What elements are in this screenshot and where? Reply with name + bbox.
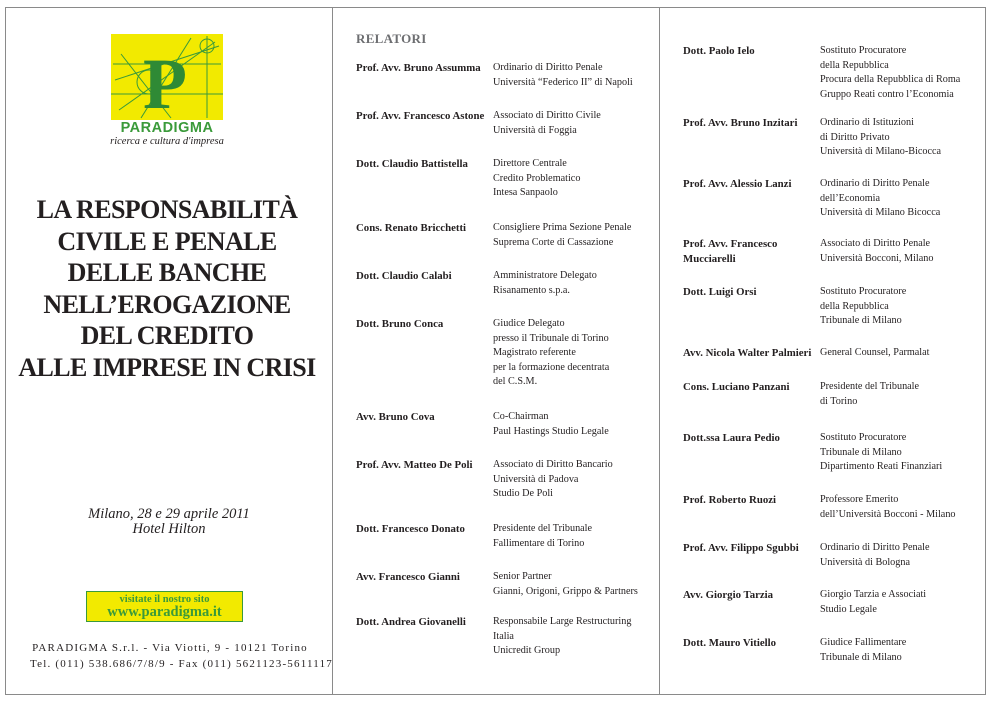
speaker-name-line: Dott. Bruno Conca: [356, 318, 444, 330]
speaker-name: [356, 615, 466, 630]
speaker-role-line: Professore Emerito: [820, 494, 899, 505]
speaker-role-line: General Counsel, Parmalat: [820, 347, 930, 358]
speaker-role: [493, 458, 613, 502]
speaker-role-line: Università di Milano-Bicocca: [820, 146, 942, 157]
speaker-name: [683, 285, 756, 300]
speaker-role: [820, 588, 926, 617]
speaker-role: [493, 615, 631, 659]
speaker-name: [683, 44, 755, 59]
brand-name: PARADIGMA: [120, 120, 214, 136]
speaker-role-line: Giudice Delegato: [493, 318, 565, 329]
speaker-role: [820, 380, 919, 409]
speaker-name: [356, 157, 468, 172]
speaker-name: [683, 116, 797, 131]
speaker-role: [493, 570, 638, 599]
speaker-role-line: presso il Tribunale di Torino: [493, 332, 609, 344]
speaker-name: [683, 177, 791, 192]
speakers-heading: RELATORI: [356, 31, 427, 46]
speaker-role-line: Università “Federico II” di Napoli: [493, 76, 633, 88]
speaker-role: [820, 541, 930, 570]
speaker-name: [356, 221, 466, 236]
speaker-name-line: Prof. Avv. Filippo Sgubbi: [683, 542, 799, 554]
speaker-name-line: Dott. Claudio Calabi: [356, 270, 452, 282]
fold-line-right: [659, 7, 660, 695]
paradigma-logo: [111, 34, 223, 120]
speaker-name: [356, 522, 465, 537]
speaker-role-line: di Torino: [820, 395, 858, 407]
speaker-name-line: Prof. Avv. Alessio Lanzi: [683, 178, 792, 190]
speaker-role-line: Associato di Diritto Bancario: [493, 459, 613, 470]
speaker-name-line: Avv. Francesco Gianni: [356, 571, 460, 583]
speaker-name-line: Prof. Roberto Ruozi: [683, 494, 777, 506]
speaker-role-line: Suprema Corte di Cassazione: [493, 236, 614, 248]
company-address: PARADIGMA S.r.l. - Via Viotti, 9 - 10121 Torino: [32, 642, 308, 654]
speaker-role-line: Dipartimento Reati Finanziari: [820, 461, 943, 472]
speaker-role-line: del C.S.M.: [493, 376, 538, 387]
website-invite: visitate il nostro sito: [119, 594, 210, 605]
event-date: Milano, 28 e 29 aprile 2011: [88, 506, 250, 522]
speaker-role: [820, 116, 941, 160]
speaker-name-line: Dott. Francesco Donato: [356, 523, 465, 535]
speaker-role: [493, 410, 609, 439]
speaker-role-line: Università Bocconi, Milano: [820, 252, 934, 264]
speaker-role-line: Università di Milano Bicocca: [820, 207, 941, 218]
speaker-role-line: Magistrato referente: [493, 347, 576, 358]
speaker-role-line: per la formazione decentrata: [493, 361, 610, 373]
speaker-role-line: Giorgio Tarzia e Associati: [820, 589, 927, 600]
speaker-role-line: Sostituto Procuratore: [820, 286, 907, 297]
speaker-role: [493, 157, 580, 201]
speaker-name: [683, 541, 799, 556]
speaker-role-line: Ordinario di Istituzioni: [820, 117, 914, 128]
speaker-role-line: dell’Economia: [820, 192, 880, 204]
speaker-role: [820, 237, 933, 266]
company-phone-fax: Tel. (011) 538.686/7/8/9 - Fax (011) 5621123-5611117: [30, 658, 333, 670]
speaker-role: [493, 317, 609, 390]
speaker-role-line: Presidente del Tribunale: [493, 523, 593, 534]
speaker-name: [356, 410, 435, 425]
event-title-line: CIVILE E PENALE: [57, 226, 277, 256]
speaker-role-line: dell’Università Bocconi - Milano: [820, 508, 956, 520]
speaker-role-line: Ordinario di Diritto Penale: [820, 178, 930, 189]
speaker-role: [820, 493, 956, 522]
speaker-name: [356, 317, 443, 332]
speaker-name-line: Dott.ssa Laura Pedio: [683, 432, 780, 444]
speaker-role-line: Sostituto Procuratore: [820, 45, 907, 56]
speaker-name-line: Prof. Avv. Bruno Assumma: [356, 62, 481, 74]
speaker-role-line: Studio Legale: [820, 603, 877, 615]
speaker-name: [683, 380, 790, 395]
speaker-role: [493, 109, 601, 138]
speaker-role-line: Italia: [493, 630, 514, 642]
speaker-role-line: Unicredit Group: [493, 645, 561, 656]
fold-line-left: [332, 7, 333, 695]
speaker-role-line: Università di Foggia: [493, 124, 577, 136]
speaker-name-line: Avv. Bruno Cova: [356, 411, 435, 423]
speaker-role-line: Ordinario di Diritto Penale: [493, 62, 603, 73]
speaker-name: [683, 346, 811, 361]
speaker-name-line: Dott. Claudio Battistella: [356, 158, 468, 170]
speaker-name-line: Avv. Giorgio Tarzia: [683, 589, 774, 601]
event-title-line: LA RESPONSABILITÀ: [36, 195, 298, 224]
speaker-name-line: Avv. Nicola Walter Palmieri: [683, 347, 812, 359]
speaker-role-line: Tribunale di Milano: [820, 446, 902, 458]
speaker-role-line: Procura della Repubblica di Roma: [820, 74, 961, 85]
speaker-name-line: Prof. Avv. Francesco: [683, 238, 778, 250]
speaker-role-line: Associato di Diritto Civile: [493, 110, 601, 121]
speaker-role-line: Tribunale di Milano: [820, 651, 902, 663]
speaker-name: [356, 61, 481, 76]
website-link[interactable]: [86, 591, 243, 622]
speaker-name-line: Prof. Avv. Bruno Inzitari: [683, 117, 798, 129]
speaker-name: [683, 431, 780, 446]
speaker-role-line: Giudice Fallimentare: [820, 637, 907, 648]
speaker-role-line: Università di Bologna: [820, 556, 910, 568]
event-title-line: ALLE IMPRESE IN CRISI: [18, 352, 316, 382]
speaker-name-line: Cons. Renato Bricchetti: [356, 222, 467, 234]
speaker-name-line: Prof. Avv. Francesco Astone: [356, 110, 485, 122]
speaker-role: [493, 221, 631, 250]
speaker-name-line: Dott. Mauro Vitiello: [683, 637, 777, 649]
speaker-role: [820, 431, 942, 475]
speaker-role: [820, 285, 906, 329]
speaker-role-line: Responsabile Large Restructuring: [493, 616, 632, 627]
event-title-line: DELLE BANCHE: [67, 258, 267, 287]
speaker-name: [356, 269, 452, 284]
event-title-line: DEL CREDITO: [80, 321, 254, 350]
speaker-name-line: Cons. Luciano Panzani: [683, 381, 790, 393]
speaker-role: [820, 346, 929, 361]
speaker-role-line: Associato di Diritto Penale: [820, 238, 931, 249]
speaker-role-line: Senior Partner: [493, 571, 552, 582]
speaker-role: [493, 269, 597, 298]
event-title: [8, 194, 326, 383]
speaker-role-line: Sostituto Procuratore: [820, 432, 907, 443]
speaker-role-line: Gruppo Reati contro l’Economia: [820, 88, 954, 100]
speaker-role-line: della Repubblica: [820, 300, 889, 312]
speaker-role-line: Direttore Centrale: [493, 158, 567, 169]
speaker-name: [683, 636, 776, 651]
speaker-name-line: Dott. Andrea Giovanelli: [356, 616, 466, 628]
speaker-role: [820, 44, 960, 102]
speaker-name-line: Prof. Avv. Matteo De Poli: [356, 459, 473, 471]
speaker-role-line: Amministratore Delegato: [493, 270, 597, 281]
speaker-role-line: Presidente del Tribunale: [820, 381, 920, 392]
speaker-name: [683, 493, 776, 508]
speaker-role-line: Tribunale di Milano: [820, 315, 902, 326]
speaker-role-line: Paul Hastings Studio Legale: [493, 425, 609, 437]
speaker-name: [356, 458, 473, 473]
speaker-role-line: della Repubblica: [820, 59, 889, 71]
speaker-name-line: Dott. Luigi Orsi: [683, 286, 757, 298]
event-title-line: NELL’EROGAZIONE: [43, 289, 291, 319]
speaker-role-line: Credito Problematico: [493, 172, 581, 184]
speaker-name: [683, 237, 777, 266]
speaker-role-line: di Diritto Privato: [820, 131, 890, 143]
speaker-name: [356, 109, 484, 124]
speaker-role-line: Fallimentare di Torino: [493, 537, 585, 549]
speaker-role: [493, 61, 633, 90]
speaker-role-line: Gianni, Origoni, Grippo & Partners: [493, 585, 638, 597]
speaker-role: [820, 177, 940, 221]
speaker-role: [820, 636, 906, 665]
website-url[interactable]: www.paradigma.it: [107, 604, 222, 620]
logo-letter: P: [143, 44, 187, 120]
speaker-name: [683, 588, 773, 603]
speaker-role-line: Intesa Sanpaolo: [493, 187, 558, 198]
event-venue: Hotel Hilton: [132, 521, 206, 537]
speaker-role-line: Università di Padova: [493, 473, 579, 485]
speaker-role-line: Risanamento s.p.a.: [493, 284, 570, 296]
speaker-name: [356, 570, 460, 585]
speaker-name-line: Mucciarelli: [683, 252, 736, 265]
speaker-role: [493, 522, 592, 551]
speaker-role-line: Studio De Poli: [493, 488, 554, 499]
speaker-name-line: Dott. Paolo Ielo: [683, 45, 755, 57]
brand-tagline: ricerca e cultura d'impresa: [110, 136, 224, 147]
speaker-role-line: Ordinario di Diritto Penale: [820, 542, 930, 553]
speaker-role-line: Co-Chairman: [493, 411, 549, 422]
speaker-role-line: Consigliere Prima Sezione Penale: [493, 222, 632, 233]
